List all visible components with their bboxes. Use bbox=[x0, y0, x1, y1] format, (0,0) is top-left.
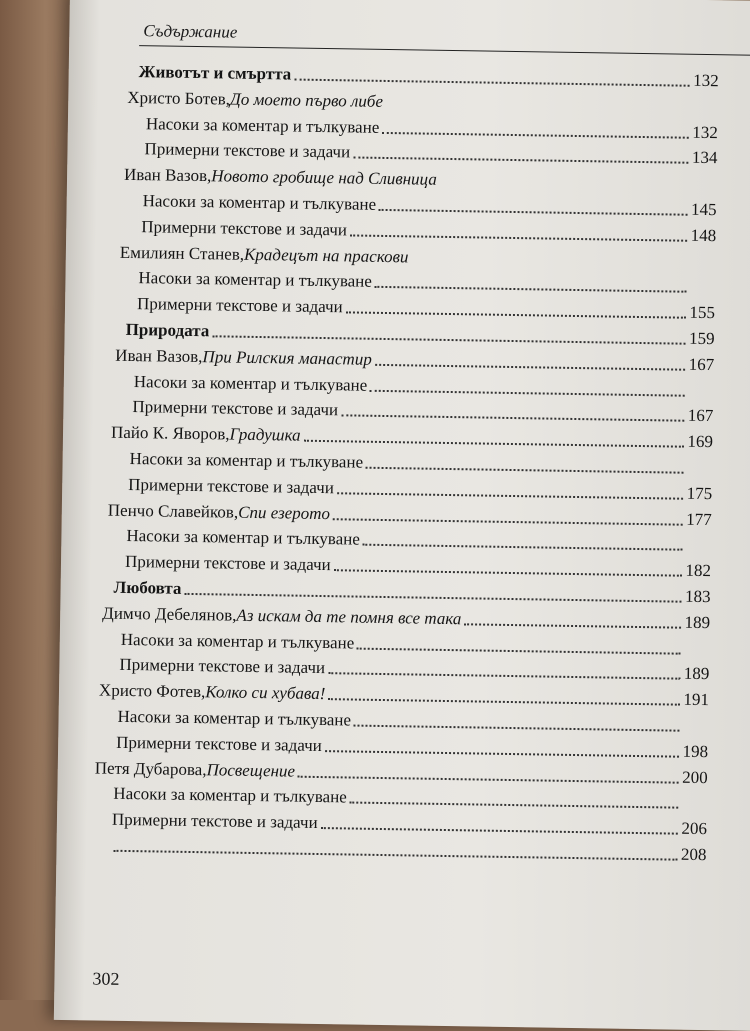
toc-entry-label: Насоки за коментар и тълкуване bbox=[126, 526, 360, 550]
dot-leader bbox=[184, 593, 681, 603]
toc-entry-label: Примерни текстове и задачи bbox=[112, 810, 318, 833]
dot-leader bbox=[321, 827, 678, 835]
toc-page-number: 155 bbox=[689, 303, 715, 323]
toc-entry-label: Примерни текстове и задачи bbox=[116, 733, 322, 756]
toc-entry-label: Насоки за коментар и тълкуване bbox=[146, 114, 380, 138]
dot-leader bbox=[325, 750, 679, 758]
toc-page-number: 175 bbox=[686, 484, 712, 504]
dot-leader bbox=[212, 335, 685, 344]
dot-leader bbox=[357, 647, 681, 654]
dot-leader bbox=[375, 364, 685, 371]
toc-entry-label: Димчо Дебелянов, bbox=[102, 603, 237, 625]
toc-entry-work-title: При Рилския манастир bbox=[202, 347, 372, 370]
toc-page-number: 167 bbox=[687, 406, 713, 426]
toc-page-number: 200 bbox=[682, 767, 708, 787]
toc-author-entry bbox=[120, 239, 409, 267]
toc-entry-label: Насоки за коментар и тълкуване bbox=[143, 191, 377, 215]
dot-leader bbox=[350, 802, 679, 809]
toc-page-number: 132 bbox=[692, 71, 718, 91]
dot-leader bbox=[334, 569, 682, 576]
page-header bbox=[139, 21, 750, 56]
dot-leader bbox=[363, 544, 683, 551]
dot-leader bbox=[341, 415, 684, 422]
dot-leader bbox=[375, 286, 687, 293]
toc-author-entry bbox=[127, 85, 383, 112]
toc-page-number: 182 bbox=[685, 561, 711, 581]
dot-leader bbox=[333, 518, 683, 525]
toc-page-number: 189 bbox=[684, 613, 710, 633]
toc-entry-label: Примерни текстове и задачи bbox=[125, 552, 331, 575]
toc-entry-work-title: До моето първо либе bbox=[230, 89, 383, 111]
toc-entry-label: Животът и смъртта bbox=[139, 62, 292, 84]
toc-page-number: 206 bbox=[681, 819, 707, 839]
dot-leader bbox=[303, 440, 683, 448]
dot-leader bbox=[382, 132, 689, 139]
toc-page-number: 191 bbox=[683, 690, 709, 710]
dot-leader bbox=[337, 492, 683, 499]
toc-entry-label: Петя Дубарова, bbox=[95, 758, 207, 780]
toc-entry-label: Пенчо Славейков, bbox=[108, 500, 239, 522]
toc-author-entry bbox=[124, 162, 437, 190]
dot-leader bbox=[350, 234, 687, 241]
toc-entry-work-title: Аз искам да те помня все така bbox=[236, 605, 461, 629]
toc-entry-label: Насоки за коментар и тълкуване bbox=[121, 629, 355, 653]
dot-leader bbox=[366, 467, 684, 474]
toc-page-number: 169 bbox=[687, 432, 713, 452]
toc-entry-label: Христо Фотев, bbox=[99, 681, 206, 703]
toc-page-number: 208 bbox=[680, 845, 706, 865]
toc-entry-work-title: Градушка bbox=[229, 425, 300, 446]
dot-leader bbox=[370, 389, 685, 396]
toc-page-number: 159 bbox=[688, 329, 714, 349]
toc-entry-label: Примерни текстове и задачи bbox=[141, 217, 347, 240]
toc-entry-label: Пайо К. Яворов, bbox=[111, 423, 230, 445]
toc-entry-label: Насоки за коментар и тълкуване bbox=[113, 784, 347, 808]
dot-leader bbox=[354, 725, 680, 732]
toc-entry-work-title: Посвещение bbox=[206, 760, 295, 781]
toc-entry-label: Природата bbox=[126, 320, 210, 341]
toc-entry-label: Любовта bbox=[113, 578, 181, 599]
toc-entry-label: Насоки за коментар и тълкуване bbox=[129, 449, 363, 473]
toc-page-number: 148 bbox=[690, 226, 716, 246]
dot-leader bbox=[379, 209, 688, 216]
toc-page-number: 132 bbox=[692, 122, 718, 142]
toc-page-number: 183 bbox=[684, 587, 710, 607]
toc-entry-label: Примерни текстове и задачи bbox=[119, 655, 325, 678]
toc-page-number: 134 bbox=[691, 148, 717, 168]
dot-leader bbox=[328, 698, 680, 706]
toc-page-number: 167 bbox=[688, 355, 714, 375]
dot-leader bbox=[298, 775, 679, 783]
page-number: 302 bbox=[92, 968, 119, 989]
toc-entry-work-title: Колко си хубава! bbox=[205, 682, 325, 704]
toc-entry-work-title: Спи езерото bbox=[238, 502, 330, 523]
toc-page-number: 189 bbox=[683, 664, 709, 684]
dot-leader bbox=[353, 157, 688, 164]
toc-page-number: 145 bbox=[690, 200, 716, 220]
book-page bbox=[54, 0, 750, 1031]
toc-entry-label: Иван Вазов, bbox=[115, 346, 203, 367]
toc-entry-label: Примерни текстове и задачи bbox=[144, 140, 350, 163]
toc-entry-label: Примерни текстове и задачи bbox=[128, 475, 334, 498]
toc-entry-label: Насоки за коментар и тълкуване bbox=[138, 269, 372, 293]
toc-entry-label: Емилиян Станев, bbox=[120, 242, 245, 264]
toc-entry-work-title: Новото гробище над Сливница bbox=[211, 166, 437, 190]
dot-leader bbox=[328, 673, 680, 681]
toc-entry-label: Примерни текстове и задачи bbox=[132, 397, 338, 420]
toc-page-number: 177 bbox=[686, 509, 712, 529]
table-of-contents bbox=[70, 0, 750, 1]
toc-entry-work-title: Крадецът на праскови bbox=[244, 244, 409, 267]
toc-entry-label: Насоки за коментар и тълкуване bbox=[134, 372, 368, 396]
toc-entry-label: Насоки за коментар и тълкуване bbox=[117, 707, 351, 731]
dot-leader bbox=[294, 79, 689, 87]
header-title: Съдържание bbox=[143, 21, 237, 42]
toc-page-number: 198 bbox=[682, 742, 708, 762]
toc-entry-label: Примерни текстове и задачи bbox=[137, 294, 343, 317]
dot-leader bbox=[113, 850, 677, 861]
toc-entry-label: Христо Ботев, bbox=[127, 88, 230, 110]
dot-leader bbox=[346, 312, 686, 319]
toc-entry-label: Иван Вазов, bbox=[124, 165, 212, 186]
dot-leader bbox=[464, 623, 681, 628]
